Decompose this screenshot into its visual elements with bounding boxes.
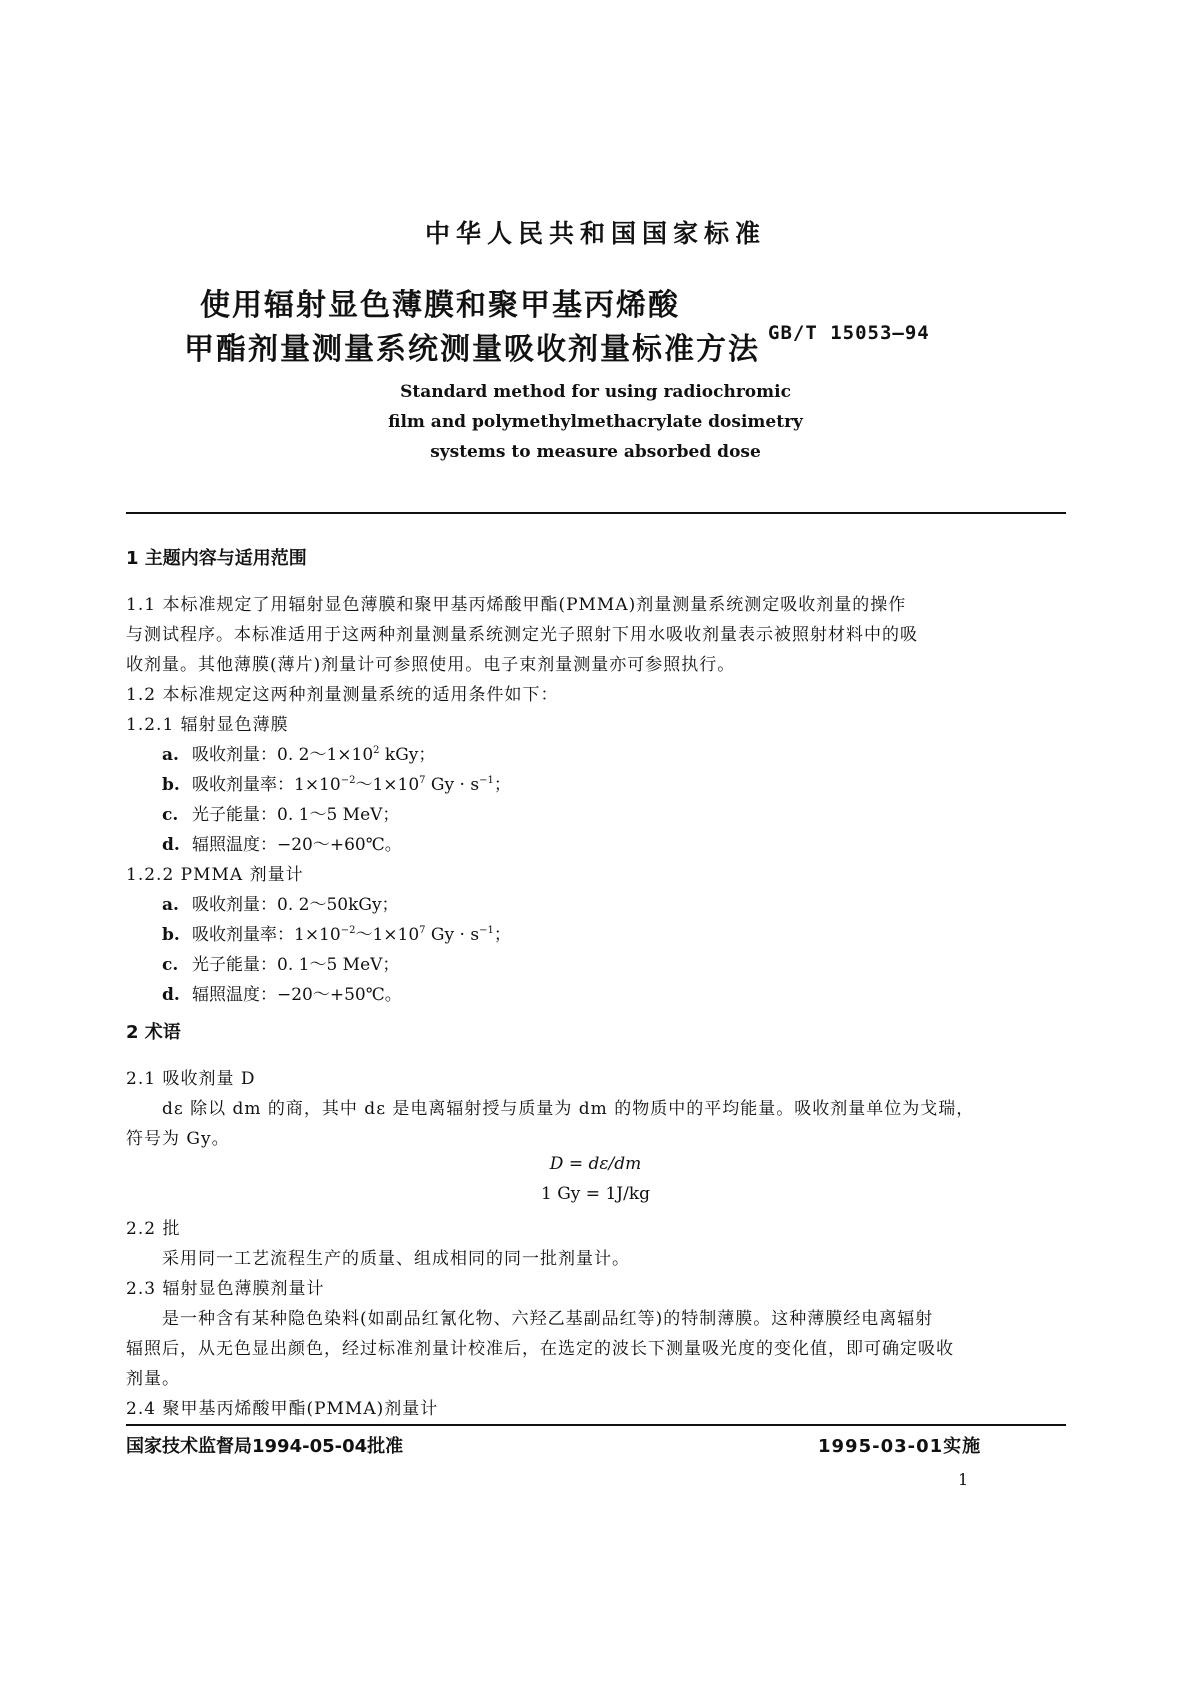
item-label: a. bbox=[162, 745, 179, 765]
list-item-1-2-1-c bbox=[162, 800, 399, 825]
exponent: 7 bbox=[419, 925, 426, 936]
item-text: 辐照温度：−20～+50℃。 bbox=[192, 985, 402, 1005]
exponent: −2 bbox=[340, 775, 356, 786]
list-item-1-2-1-b bbox=[162, 770, 511, 795]
exponent: 2 bbox=[373, 745, 380, 756]
title-en-line-2: film and polymethylmethacrylate dosimetry bbox=[388, 412, 803, 432]
title-cn-line-1: 使用辐射显色薄膜和聚甲基丙烯酸 bbox=[200, 288, 680, 323]
bottom-divider bbox=[126, 1424, 1066, 1426]
item-text: 吸收剂量：0. 2～50kGy； bbox=[192, 895, 399, 915]
para-2-1-line-1: dε 除以 dm 的商，其中 dε 是电离辐射授与质量为 dm 的物质中的平均能量。吸收剂量单位为戈瑞， bbox=[162, 1099, 975, 1119]
item-label: b. bbox=[162, 775, 180, 795]
subsection-2-3-heading: 2.3 辐射显色薄膜剂量计 bbox=[126, 1279, 325, 1299]
item-text: ； bbox=[493, 925, 511, 945]
para-1-1-line-2: 与测试程序。本标准适用于这两种剂量测量系统测定光子照射下用水吸收剂量表示被照射材料中的吸 bbox=[126, 625, 918, 645]
approval-date: 国家技术监督局1994-05-04批准 bbox=[126, 1436, 404, 1457]
para-2-1-line-2: 符号为 Gy。 bbox=[126, 1129, 230, 1149]
list-item-1-2-2-d bbox=[162, 980, 402, 1005]
para-1-1-line-3: 收剂量。其他薄膜(薄片)剂量计可参照使用。电子束剂量测量亦可参照执行。 bbox=[126, 655, 736, 675]
item-text: ～1×10 bbox=[355, 775, 420, 795]
list-item-1-2-2-c bbox=[162, 950, 399, 975]
section-2-heading: 2 术语 bbox=[126, 1022, 181, 1043]
item-label: c. bbox=[162, 955, 179, 975]
exponent: 7 bbox=[419, 775, 426, 786]
para-2-3-line-3: 剂量。 bbox=[126, 1369, 180, 1389]
item-text: 辐照温度：−20～+60℃。 bbox=[192, 835, 402, 855]
list-item-1-2-1-d bbox=[162, 830, 402, 855]
implementation-date: 1995-03-01实施 bbox=[818, 1436, 982, 1457]
subsection-1-2-2-heading: 1.2.2 PMMA 剂量计 bbox=[126, 865, 304, 885]
equation-dose: D = dε/dm bbox=[549, 1154, 642, 1174]
item-label: d. bbox=[162, 835, 180, 855]
para-2-2: 采用同一工艺流程生产的质量、组成相同的同一批剂量计。 bbox=[162, 1249, 630, 1269]
item-label: a. bbox=[162, 895, 179, 915]
para-1-1-line-1: 1.1 本标准规定了用辐射显色薄膜和聚甲基丙烯酸甲酯(PMMA)剂量测量系统测定吸收剂量的操作 bbox=[126, 595, 907, 615]
item-unit: kGy； bbox=[379, 745, 436, 765]
subsection-1-2-1-heading: 1.2.1 辐射显色薄膜 bbox=[126, 715, 289, 735]
item-text: 吸收剂量率：1×10 bbox=[192, 925, 341, 945]
list-item-1-2-2-b bbox=[162, 920, 511, 945]
item-label: c. bbox=[162, 805, 179, 825]
item-text: 吸收剂量率：1×10 bbox=[192, 775, 341, 795]
para-2-3-line-2: 辐照后，从无色显出颜色，经过标准剂量计校准后，在选定的波长下测量吸光度的变化值，即可确定吸收 bbox=[126, 1339, 954, 1359]
item-text: Gy · s bbox=[425, 775, 480, 795]
item-text: ； bbox=[493, 775, 511, 795]
standard-header: 中华人民共和国国家标准 bbox=[424, 219, 766, 248]
top-divider bbox=[126, 512, 1066, 514]
standard-number: GB/T 15053—94 bbox=[768, 322, 930, 344]
item-text: 吸收剂量：0. 2～1×10 bbox=[192, 745, 374, 765]
item-label: d. bbox=[162, 985, 180, 1005]
equation-gray: 1 Gy = 1J/kg bbox=[541, 1184, 650, 1204]
item-label: b. bbox=[162, 925, 180, 945]
item-text: Gy · s bbox=[425, 925, 480, 945]
para-2-3-line-1: 是一种含有某种隐色染料(如副品红氰化物、六羟乙基副品红等)的特制薄膜。这种薄膜经电离辐射 bbox=[162, 1309, 934, 1329]
list-item-1-2-2-a bbox=[162, 890, 399, 915]
subsection-2-1-heading: 2.1 吸收剂量 D bbox=[126, 1069, 256, 1089]
item-text: 光子能量：0. 1～5 MeV； bbox=[192, 805, 400, 825]
para-1-2: 1.2 本标准规定这两种剂量测量系统的适用条件如下： bbox=[126, 685, 559, 705]
title-en-line-3: systems to measure absorbed dose bbox=[430, 442, 761, 462]
item-text: ～1×10 bbox=[355, 925, 420, 945]
page-number: 1 bbox=[958, 1470, 969, 1489]
title-en-line-1: Standard method for using radiochromic bbox=[400, 382, 791, 402]
subsection-2-2-heading: 2.2 批 bbox=[126, 1219, 181, 1239]
list-item-1-2-1-a bbox=[162, 740, 435, 765]
subsection-2-4-heading: 2.4 聚甲基丙烯酸甲酯(PMMA)剂量计 bbox=[126, 1399, 439, 1419]
exponent: −2 bbox=[340, 925, 356, 936]
exponent: −1 bbox=[479, 775, 494, 786]
item-text: 光子能量：0. 1～5 MeV； bbox=[192, 955, 400, 975]
title-cn-line-2: 甲酯剂量测量系统测量吸收剂量标准方法 bbox=[184, 332, 760, 367]
exponent: −1 bbox=[479, 925, 494, 936]
section-1-heading: 1 主题内容与适用范围 bbox=[126, 548, 307, 569]
